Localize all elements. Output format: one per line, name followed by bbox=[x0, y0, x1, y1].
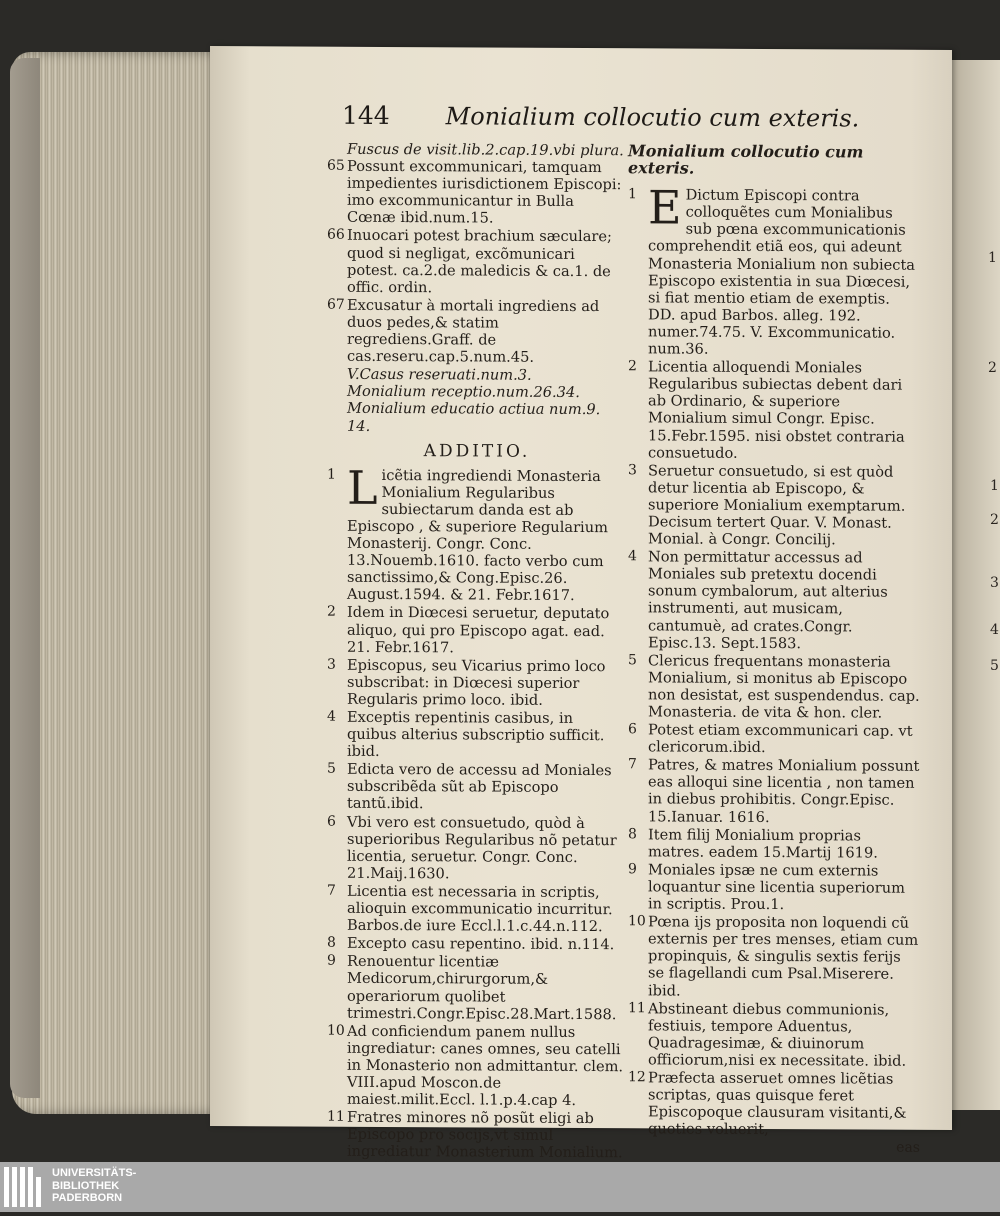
entry-number: 5 bbox=[327, 760, 336, 777]
entry-text: Edicta vero de accessu ad Moniales subscribẽda sũt ab Episcopo tantũ.ibid. bbox=[347, 761, 612, 813]
entry-text: Dictum Episcopi contra colloquẽtes cum Monialibus sub pœna excommunicationis comprehendit etiã eos, qui adeunt Monasteria Monialium non subiecta Episcopo existentia in sua Diœcesi, si fiat mentio etiam de exemptis. DD. apud Barbos. alleg. 192. numer.74.75. V. Excommunicatio. num.36. bbox=[648, 186, 916, 358]
cross-reference: Monialium receptio.num.26.34. bbox=[347, 383, 580, 402]
continuation-line: Fuscus de visit.lib.2.cap.19.vbi plura. bbox=[347, 140, 624, 160]
paragraph-entry bbox=[327, 709, 627, 762]
entry-number: 5 bbox=[628, 651, 637, 669]
entry-text: Excepto casu repentino. ibid. n.114. bbox=[347, 934, 615, 954]
entry-text: Idem in Diœcesi seruetur, deputato aliquo, qui pro Episcopo agat. ead. 21. Febr.1617. bbox=[347, 604, 610, 656]
entry-text: Abstineant diebus communionis, festiuis, tempore Aduentus, Quadragesimæ, & diuinorum officiorum,nisi ex necessitate. ibid. bbox=[648, 999, 907, 1070]
entry-text: Moniales ipsæ ne cum externis loquantur sine licentia superiorum in scriptis. Prou.1. bbox=[648, 861, 905, 914]
entry-text: Ad conficiendum panem nullus ingrediatur: canes omnes, seu catelli in Monasterio non admittantur. clem. VIII.apud Moscon.de maiest.milit.Eccl. l.1.p.4.cap 4. bbox=[347, 1022, 624, 1110]
paragraph-entry bbox=[327, 953, 627, 1023]
entry-number: 4 bbox=[327, 708, 336, 725]
facing-page-number: 4 bbox=[990, 622, 999, 638]
facing-page-number: 2 bbox=[988, 360, 997, 376]
facing-page-number: 3 bbox=[990, 575, 999, 591]
paragraph-entry bbox=[628, 826, 920, 862]
column-title: Monialium collocutio cum exteris. bbox=[628, 141, 864, 178]
drop-capital: E bbox=[648, 180, 682, 235]
entry-number: 7 bbox=[327, 882, 336, 899]
facing-page-number: 1 bbox=[990, 478, 999, 494]
entry-number: 12 bbox=[628, 1069, 646, 1086]
left-column bbox=[327, 141, 627, 1214]
entry-number: 1 bbox=[327, 466, 336, 483]
running-title: Monialium collocutio cum exteris. bbox=[445, 102, 860, 133]
entry-number: 9 bbox=[327, 952, 336, 970]
entry-number: 65 bbox=[327, 157, 345, 174]
entry-text: Non permittatur accessus ad Moniales sub pretextu docendi sonum cymbalorum, aut alterius instrumenti, aut musicam, cantumuè, ad crates.Congr. Episc.13. Sept.1583. bbox=[648, 548, 888, 652]
entry-number: 6 bbox=[327, 813, 336, 830]
entry-text: Præfecta asseruet omnes licẽtias scriptas, quas quisque feret Episcopoque clausuram visitanti,& quoties voluerit, bbox=[648, 1069, 907, 1139]
logo-line: UNIVERSITÄTS- bbox=[52, 1167, 137, 1179]
entry-number: 6 bbox=[628, 721, 637, 738]
paragraph-entry bbox=[327, 935, 627, 954]
paragraph-entry bbox=[327, 158, 627, 228]
entry-number: 8 bbox=[327, 934, 336, 951]
paragraph-entry bbox=[628, 1069, 920, 1139]
paragraph-entry bbox=[327, 604, 627, 657]
entry-text: Exceptis repentinis casibus, in quibus alterius subscriptio sufficit. ibid. bbox=[347, 708, 605, 761]
entry-text: Possunt excommunicari, tamquam impedientes iurisdictionem Episcopi: imo excommunicantur in Bulla Cœnæ ibid.num.15. bbox=[347, 157, 622, 227]
paragraph-entry bbox=[628, 757, 920, 827]
paragraph-entry bbox=[327, 813, 627, 883]
paragraph-entry bbox=[628, 358, 920, 462]
entry-text: Fratres minores nõ posũt eligi ab Episcopo pro socijs,vt simul ingrediatur Monasterium Monialium. bbox=[347, 1108, 623, 1162]
paragraph-entry bbox=[628, 721, 920, 757]
paragraph-entry bbox=[327, 883, 627, 936]
entry-text: Potest etiam excommunicari cap. vt clericorum.ibid. bbox=[648, 721, 913, 757]
paragraph-entry bbox=[628, 652, 920, 722]
facing-page-edge bbox=[952, 60, 1000, 1110]
book-page bbox=[210, 46, 952, 1162]
facing-page-number: 2 bbox=[990, 512, 999, 528]
logo-line: PADERBORN bbox=[52, 1192, 123, 1204]
book-cover-edge bbox=[10, 58, 40, 1098]
paragraph-entry bbox=[327, 460, 627, 605]
entry-text: Episcopus, seu Vicarius primo loco subscribat: in Diœcesi superior Regularis primo loco. ibid. bbox=[347, 656, 606, 709]
catchword: eas bbox=[896, 1139, 920, 1157]
entry-number: 10 bbox=[327, 1022, 345, 1039]
section-heading: ADDITIO. bbox=[423, 440, 531, 462]
paragraph-entry bbox=[327, 761, 627, 814]
entry-text: Patres, & matres Monialium possunt eas alloqui sine licentia , non tamen in diebus prohibitis. Congr.Episc. 15.Ianuar. 1616. bbox=[648, 756, 920, 826]
book-fore-edge bbox=[12, 52, 222, 1114]
entry-text: icẽtia ingrediendi Monasteria Monialium Regularibus subiectarum danda est ab Episcopo , & superiore Regularium Monasterij. Congr. Conc. 13.Nouemb.1610. facto verbo cum sanctissimo,& Cong.Episc.26. August.1594. & 21. Febr.1617. bbox=[347, 466, 608, 605]
entry-number: 1 bbox=[628, 186, 637, 203]
library-logo-text bbox=[52, 1167, 136, 1205]
entry-number: 2 bbox=[327, 604, 336, 621]
cross-reference: Monialium educatio actiua num.9. 14. bbox=[347, 400, 601, 435]
entry-number: 7 bbox=[628, 756, 637, 773]
entry-text: Item filij Monialium proprias matres. eadem 15.Martij 1619. bbox=[648, 826, 878, 862]
drop-capital: L bbox=[347, 460, 378, 515]
entry-number: 11 bbox=[628, 999, 646, 1016]
paragraph-entry bbox=[327, 227, 627, 297]
entry-number: 3 bbox=[628, 461, 637, 478]
facing-page-number: 1 bbox=[988, 250, 997, 266]
library-logo-icon bbox=[4, 1167, 48, 1207]
paragraph-entry bbox=[327, 297, 627, 367]
entry-number: 67 bbox=[327, 296, 345, 313]
entry-text: Excusatur à mortali ingrediens ad duos pedes,& statim regrediens.Graff. de cas.reseru.cap.5.num.45. bbox=[347, 296, 600, 366]
entry-text: Seruetur consuetudo, si est quòd detur licentia ab Episcopo, & superiore Monialium exemptarum. Decisum tertert Quar. V. Monast. Monial. à Congr. Concilij. bbox=[648, 462, 906, 549]
entry-number: 8 bbox=[628, 825, 637, 842]
entry-text: Renouentur licentiæ Medicorum,chirurgorum,& operariorum quolibet trimestri.Congr.Episc.28.Mart.1588. bbox=[347, 953, 617, 1023]
facing-page-number: 5 bbox=[990, 658, 999, 674]
running-header bbox=[342, 101, 859, 133]
paragraph-entry bbox=[327, 656, 627, 709]
entry-number: 66 bbox=[327, 227, 345, 244]
cross-reference: V.Casus reseruati.num.3. bbox=[347, 365, 532, 384]
entry-text: Pœna ijs proposita non loquendi cũ externis per tres menses, etiam cum propinquis, & singulis sextis ferijs se flagellandi cum Psal.Miserere. ibid. bbox=[648, 913, 919, 1000]
paragraph-entry bbox=[628, 1000, 920, 1070]
entry-number: 4 bbox=[628, 548, 637, 565]
right-column bbox=[628, 142, 920, 1157]
entry-text: Licentia alloquendi Moniales Regularibus subiectas debent dari ab Ordinario, & superiore Monialium simul Congr. Episc. 15.Febr.1595. nisi obstet contraria consuetudo. bbox=[648, 358, 905, 462]
entry-number: 2 bbox=[628, 358, 637, 375]
library-footer bbox=[0, 1162, 1000, 1212]
logo-line: BIBLIOTHEK bbox=[52, 1179, 120, 1192]
paragraph-entry bbox=[628, 913, 920, 1000]
paragraph-entry bbox=[628, 462, 920, 549]
entry-number: 10 bbox=[628, 913, 646, 930]
entry-text: Licentia est necessaria in scriptis, alioquin excommunicatio incurritur. Barbos.de iure Eccl.l.1.c.44.n.112. bbox=[347, 882, 613, 936]
page-number: 144 bbox=[342, 100, 390, 130]
paragraph-entry bbox=[628, 861, 920, 914]
paragraph-entry bbox=[628, 180, 920, 358]
paragraph-entry bbox=[327, 1022, 627, 1109]
entry-text: Clericus frequentans monasteria Monialium, si monitus ab Episcopo non desistat, est suspendendus. cap. Monasteria. de vita & hon. cler. bbox=[648, 652, 920, 722]
paragraph-entry bbox=[628, 548, 920, 652]
entry-text: Inuocari potest brachium sæculare; quod si negligat, excõmunicari potest. ca.2.de maledicis & ca.1. de offic. ordin. bbox=[347, 227, 612, 296]
entry-number: 9 bbox=[628, 861, 637, 878]
entry-text: Vbi vero est consuetudo, quòd à superioribus Regularibus nõ petatur licentia, seruetur. Congr. Conc. 21.Maij.1630. bbox=[347, 813, 617, 883]
entry-number: 11 bbox=[327, 1108, 345, 1125]
entry-number: 3 bbox=[327, 656, 336, 673]
